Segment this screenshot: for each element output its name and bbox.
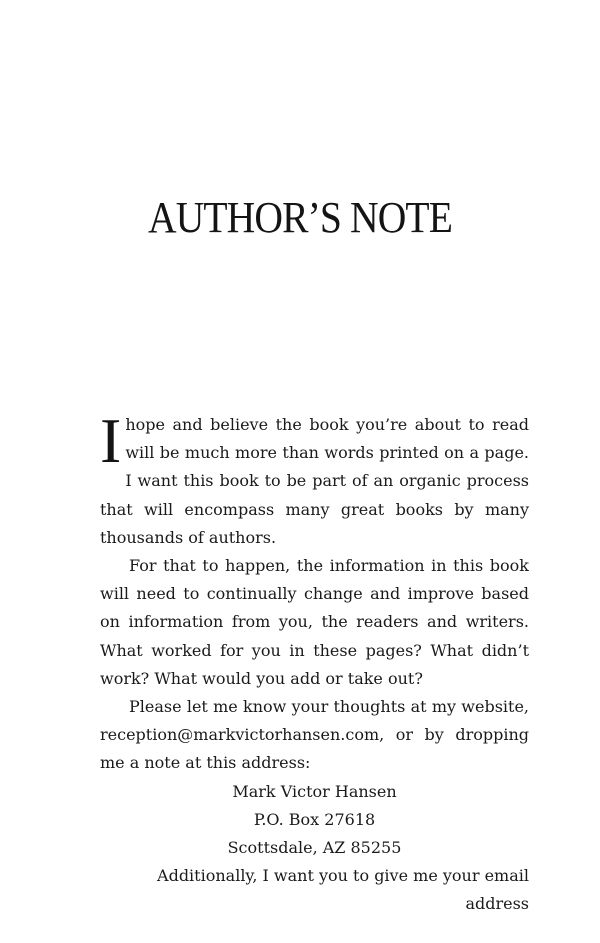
paragraph-3: Please let me know your thoughts at my website, reception@markvictorhansen.com, or by dropping me a note at this address: — [100, 697, 529, 773]
paragraph-1 — [100, 405, 529, 552]
paragraph-4: Additionally, I want you to give me your email address — [157, 866, 529, 914]
address-city: Scottsdale, AZ 85255 — [227, 838, 402, 858]
paragraph-2: For that to happen, the information in this book will need to continually change and improve based on information from you, the readers and writers. What worked for you in these pages? What didn’t work? What would you add or take out? — [100, 556, 529, 688]
note-body — [100, 405, 529, 919]
page-title: AUTHOR’S NOTE — [147, 193, 452, 242]
address-po-box: P.O. Box 27618 — [253, 809, 376, 829]
address-name: Mark Victor Hansen — [232, 781, 397, 801]
drop-cap: I — [100, 405, 122, 476]
mailing-address — [100, 778, 529, 863]
paragraph-1-text: hope and believe the book you’re about to read will be much more than words printed on a page. I want this book to be part of an organic process that will encompass many great books by many thousands of authors. — [100, 415, 529, 547]
